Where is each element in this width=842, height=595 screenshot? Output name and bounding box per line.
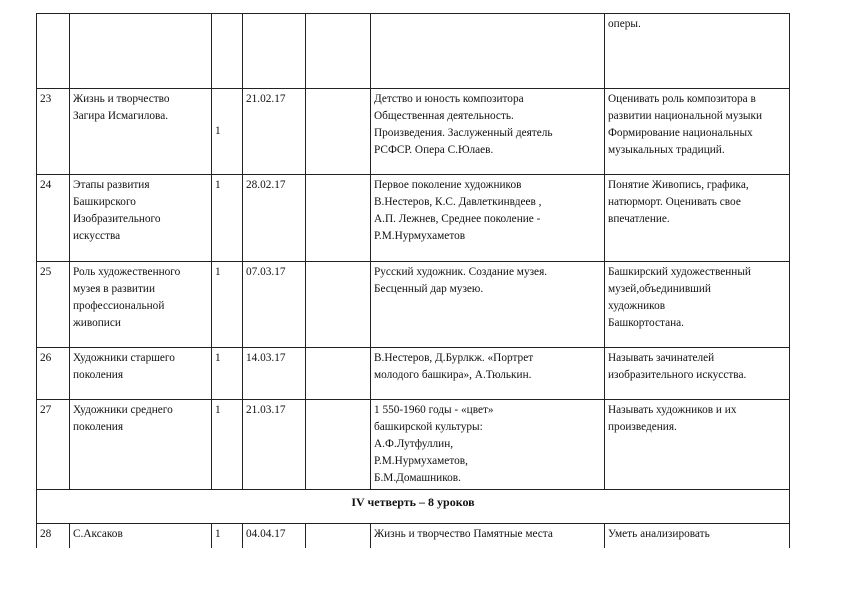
cell-date: 07.03.17 [243,262,306,348]
lesson-plan-table [36,13,790,548]
cell-number: 26 [37,348,70,400]
cell-topic: С.Аксаков [70,524,212,548]
cell-hours: 1 [212,348,243,400]
cell-skills: Уметь анализировать [605,524,790,548]
cell-topic: Роль художественного музея в развитии профессиональной живописи [70,262,212,348]
cell-fact-date [306,175,371,262]
cell-skills: Башкирский художественный музей,объединивший художников Башкортостана. [605,262,790,348]
table-row [37,175,790,262]
cell-content: Русский художник. Создание музея. Бесценный дар музею. [371,262,605,348]
cell-hours: 1 [212,262,243,348]
cell-content [371,14,605,89]
cell-skills: Называть зачинателей изобразительного искусства. [605,348,790,400]
cell-number: 24 [37,175,70,262]
cell-skills: Называть художников и их произведения. [605,400,790,490]
table-row [37,89,790,175]
cell-fact-date [306,348,371,400]
cell-hours: 1 [212,89,243,175]
cell-fact-date [306,89,371,175]
section-header-row [37,490,790,524]
cell-content: Жизнь и творчество Памятные места [371,524,605,548]
cell-skills: оперы. [605,14,790,89]
cell-hours: 1 [212,524,243,548]
cell-skills: Понятие Живопись, графика, натюрморт. Оценивать свое впечатление. [605,175,790,262]
table-row [37,14,790,89]
cell-date [243,14,306,89]
cell-number: 23 [37,89,70,175]
cell-content: В.Нестеров, Д.Бурлкж. «Портрет молодого башкира», А.Тюлькин. [371,348,605,400]
cell-topic: Жизнь и творчество Загира Исмагилова. [70,89,212,175]
cell-number: 28 [37,524,70,548]
cell-number [37,14,70,89]
table-row [37,262,790,348]
cell-hours [212,14,243,89]
quarter-header: IV четверть – 8 уроков [37,490,790,524]
cell-date: 28.02.17 [243,175,306,262]
cell-date: 04.04.17 [243,524,306,548]
cell-topic: Художники старшего поколения [70,348,212,400]
cell-content: Детство и юность композитора Общественная деятельность. Произведения. Заслуженный деятель РСФСР. Опера С.Юлаев. [371,89,605,175]
cell-date: 21.03.17 [243,400,306,490]
table-row [37,524,790,548]
cell-fact-date [306,524,371,548]
cell-fact-date [306,262,371,348]
cell-topic: Этапы развития Башкирского Изобразительного искусства [70,175,212,262]
cell-hours: 1 [212,400,243,490]
cell-topic: Художники среднего поколения [70,400,212,490]
cell-number: 27 [37,400,70,490]
table-row [37,400,790,490]
cell-skills: Оценивать роль композитора в развитии национальной музыки Формирование национальных музыкальных традиций. [605,89,790,175]
cell-fact-date [306,14,371,89]
cell-hours: 1 [212,175,243,262]
cell-content: 1 550-1960 годы - «цвет» башкирской культуры: А.Ф.Лутфуллин, Р.М.Нурмухаметов, Б.М.Домашников. [371,400,605,490]
cell-date: 21.02.17 [243,89,306,175]
table-row [37,348,790,400]
lesson-plan-table-container [36,13,790,548]
cell-number: 25 [37,262,70,348]
cell-fact-date [306,400,371,490]
cell-content: Первое поколение художников В.Нестеров, К.С. Давлеткинвдеев , А.П. Лежнев, Среднее поколение - Р.М.Нурмухаметов [371,175,605,262]
cell-date: 14.03.17 [243,348,306,400]
cell-topic [70,14,212,89]
